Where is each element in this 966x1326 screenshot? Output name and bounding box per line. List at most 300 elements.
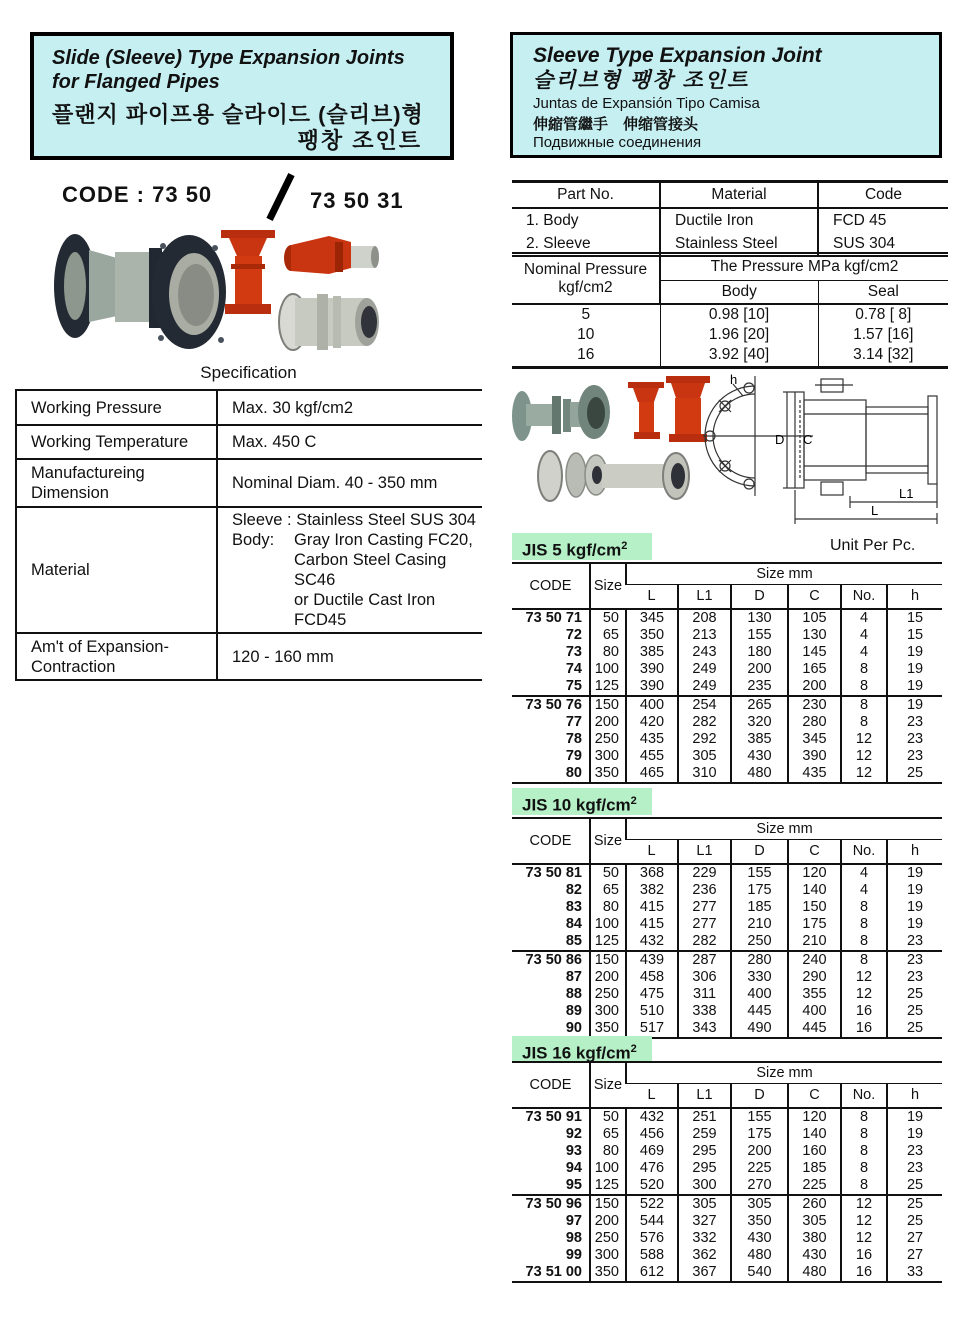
table-cell: 150 — [590, 951, 626, 969]
pressure-span-header: The Pressure MPa kgf/cm2 — [660, 253, 948, 281]
table-cell: 125 — [590, 933, 626, 951]
part-material-table — [512, 180, 948, 257]
table-cell: 27 — [887, 1230, 942, 1247]
table-cell: 385 — [731, 731, 788, 748]
silver-long-joint-photo — [538, 451, 689, 501]
dim-label-l: L — [871, 503, 879, 518]
spec-label-line2: Contraction — [31, 657, 116, 676]
table-cell: 236 — [678, 882, 731, 899]
table-cell: 97 — [565, 1213, 582, 1229]
table-cell: 277 — [678, 899, 731, 916]
table-cell: 213 — [678, 627, 731, 644]
code-column-header: CODE — [512, 563, 590, 609]
table-cell: 150 — [590, 1195, 626, 1213]
table-cell: 19 — [887, 661, 942, 678]
table-cell: 145 — [788, 644, 841, 661]
bolt-hole — [744, 383, 754, 393]
col-header-D: D — [731, 1084, 788, 1109]
code-column-header: CODE — [512, 1062, 590, 1108]
spec-row-material — [16, 507, 482, 633]
table-cell: 420 — [626, 714, 678, 731]
table-cell: 540 — [731, 1264, 788, 1282]
table-row — [512, 933, 942, 951]
table-cell: 12 — [841, 1213, 887, 1230]
superscript-2: 2 — [630, 795, 637, 807]
dim-label-c: C — [803, 432, 813, 447]
table-cell: 475 — [626, 986, 678, 1003]
large-joint-photo — [54, 234, 226, 349]
table-cell: 250 — [731, 933, 788, 951]
table-cell: 290 — [788, 969, 841, 986]
table-cell: 16 — [512, 345, 660, 368]
table-cell: 80 — [590, 644, 626, 661]
col-header-D: D — [731, 585, 788, 610]
table-cell: 4 — [841, 627, 887, 644]
table-cell: 65 — [590, 882, 626, 899]
table-cell: 277 — [678, 916, 731, 933]
table-cell: 23 — [887, 714, 942, 731]
table-cell: 23 — [887, 1143, 942, 1160]
table-cell: 73 50 91 — [525, 1109, 582, 1125]
table-cell: 19 — [887, 916, 942, 933]
table-cell: 80 — [590, 1143, 626, 1160]
table-row — [512, 1177, 942, 1195]
table-cell: 95 — [565, 1177, 582, 1193]
table-cell: 19 — [887, 1108, 942, 1126]
table-cell: 311 — [678, 986, 731, 1003]
table-row — [512, 1108, 942, 1126]
table-cell: 249 — [678, 661, 731, 678]
table-cell: 155 — [731, 1108, 788, 1126]
col-header-C: C — [788, 1084, 841, 1109]
table-cell: 292 — [678, 731, 731, 748]
code-column-header: CODE — [512, 818, 590, 864]
spec-label-line2: Dimension — [31, 484, 109, 502]
table-cell: 25 — [887, 986, 942, 1003]
nominal-pressure-label-line1: Nominal Pressure — [523, 260, 648, 278]
table-cell: 19 — [887, 899, 942, 916]
table-cell: 80 — [512, 765, 590, 783]
table-cell: 8 — [841, 1126, 887, 1143]
col-header-D: D — [731, 840, 788, 865]
table-cell: 280 — [788, 714, 841, 731]
table-cell: 254 — [678, 696, 731, 714]
table-cell: 362 — [678, 1247, 731, 1264]
table-cell: 175 — [788, 916, 841, 933]
table-cell: 120 — [788, 864, 841, 882]
table-cell: 8 — [841, 1160, 887, 1177]
table-cell: 588 — [626, 1247, 678, 1264]
table-cell: 25 — [887, 765, 942, 783]
table-cell: 430 — [788, 1247, 841, 1264]
table-cell: 282 — [678, 933, 731, 951]
material-header: Material — [660, 182, 818, 209]
table-cell: 350 — [590, 1020, 626, 1038]
table-row — [512, 345, 948, 368]
sleeve-pipe — [866, 407, 928, 473]
table-cell: 12 — [841, 1195, 887, 1213]
red-horizontal-joint-photo — [284, 236, 379, 274]
table-cell: 210 — [788, 933, 841, 951]
table-row — [512, 882, 942, 899]
table-cell: 282 — [678, 714, 731, 731]
table-cell: 445 — [788, 1020, 841, 1038]
table-row — [512, 609, 942, 627]
table-cell: 73 50 96 — [512, 1195, 590, 1213]
seal-header: Seal — [818, 281, 948, 305]
table-cell: 200 — [590, 714, 626, 731]
table-cell: 2. Sleeve — [512, 232, 660, 256]
table-cell: 125 — [590, 678, 626, 696]
table-cell: 280 — [731, 951, 788, 969]
spec-row-manufacturing-dimension — [16, 459, 482, 507]
jis16-table — [512, 1061, 942, 1283]
table-cell: 390 — [788, 748, 841, 765]
table-cell: 330 — [731, 969, 788, 986]
table-cell: 469 — [626, 1143, 678, 1160]
jis5-label: JIS 5 kgf/$cm^2$ — [512, 533, 652, 560]
table-cell: 229 — [678, 864, 731, 882]
table-cell: 4 — [841, 882, 887, 899]
table-cell: 200 — [731, 661, 788, 678]
table-cell: 382 — [626, 882, 678, 899]
table-cell: 99 — [565, 1247, 582, 1263]
table-cell: 310 — [678, 765, 731, 783]
col-header-C: C — [788, 585, 841, 610]
table-cell: 345 — [788, 731, 841, 748]
nominal-pressure-label-line2: kgf/cm2 — [558, 278, 613, 296]
table-cell: 3.92 [40] — [660, 345, 818, 368]
table-cell: 130 — [788, 627, 841, 644]
table-cell: 287 — [678, 951, 731, 969]
table-cell: 8 — [841, 678, 887, 696]
table-cell: 25 — [887, 1213, 942, 1230]
table-cell: 23 — [887, 933, 942, 951]
table-cell: 33 — [887, 1264, 942, 1282]
table-cell: 4 — [841, 644, 887, 661]
table-cell: 576 — [626, 1230, 678, 1247]
table-cell: 185 — [731, 899, 788, 916]
part-header: Part No. — [512, 182, 660, 209]
table-cell: 19 — [887, 1126, 942, 1143]
table-cell: 90 — [512, 1020, 590, 1038]
table-cell: 65 — [590, 1126, 626, 1143]
table-cell: 300 — [590, 1003, 626, 1020]
spec-value: Max. 30 kgf/cm2 — [217, 390, 482, 425]
code-header: Code — [818, 182, 948, 209]
table-cell: 93 — [565, 1143, 582, 1159]
table-cell: 338 — [678, 1003, 731, 1020]
dim-label-l1: L1 — [899, 486, 914, 501]
col-header-No: No. — [841, 585, 887, 610]
table-cell: 235 — [731, 678, 788, 696]
code-suffix: 73 50 31 — [310, 188, 404, 213]
table-row — [512, 678, 942, 696]
superscript-2: 2 — [621, 540, 628, 552]
table-cell: 160 — [788, 1143, 841, 1160]
gland-bolt-bottom — [821, 482, 843, 495]
table-cell: 12 — [841, 765, 887, 783]
table-cell: 200 — [590, 969, 626, 986]
table-row — [512, 661, 942, 678]
table-cell: 27 — [887, 1247, 942, 1264]
table-cell: 445 — [731, 1003, 788, 1020]
table-cell: 265 — [731, 696, 788, 714]
table-cell: 368 — [626, 864, 678, 882]
table-cell: 94 — [565, 1160, 582, 1176]
table-cell: 16 — [841, 1003, 887, 1020]
table-cell: 432 — [626, 1108, 678, 1126]
right-title-box — [510, 32, 942, 158]
table-cell: 50 — [590, 864, 626, 882]
table-cell: 490 — [731, 1020, 788, 1038]
table-cell: 260 — [788, 1195, 841, 1213]
jis5-table — [512, 562, 942, 784]
dim-label-h: h — [730, 374, 738, 387]
left-title-box — [30, 32, 454, 160]
right-flange — [928, 396, 937, 484]
spec-row-expansion — [16, 633, 482, 680]
table-cell: 8 — [841, 933, 887, 951]
table-row — [512, 748, 942, 765]
table-cell: 305 — [731, 1195, 788, 1213]
spec-label: Working Temperature — [16, 425, 217, 459]
table-cell: 250 — [590, 1230, 626, 1247]
code-prefix: CODE : 73 50 — [62, 182, 213, 207]
table-cell: 332 — [678, 1230, 731, 1247]
table-cell: 1.57 [16] — [818, 325, 948, 345]
col-header-h: h — [887, 585, 942, 610]
table-cell: 520 — [626, 1177, 678, 1195]
table-cell: 19 — [887, 644, 942, 661]
material-body-line: or Ductile Cast Iron FCD45 — [294, 591, 436, 629]
table-cell: 80 — [590, 899, 626, 916]
red-vertical-joint-photo — [221, 230, 275, 314]
col-header-L1: L1 — [678, 585, 731, 610]
table-cell: 355 — [788, 986, 841, 1003]
table-cell: 400 — [788, 1003, 841, 1020]
table-cell: 612 — [626, 1264, 678, 1282]
table-cell: 65 — [590, 627, 626, 644]
product-photos-left — [45, 224, 457, 366]
table-cell: 82 — [565, 882, 582, 898]
right-title-chinese: 伸縮管繼手 伸缩管接头 — [533, 116, 699, 133]
table-cell: 100 — [590, 1160, 626, 1177]
table-cell: 476 — [626, 1160, 678, 1177]
table-cell: 295 — [678, 1143, 731, 1160]
material-body-line: Gray Iron Casting FC20, — [294, 531, 473, 549]
table-cell: 517 — [626, 1020, 678, 1038]
material-sleeve-line: Sleeve : Stainless Steel SUS 304 — [232, 511, 476, 529]
table-cell: 250 — [590, 731, 626, 748]
table-cell: 458 — [626, 969, 678, 986]
table-cell: 16 — [841, 1247, 887, 1264]
table-cell: 50 — [590, 609, 626, 627]
table-cell: 23 — [887, 1160, 942, 1177]
table-cell: 210 — [731, 916, 788, 933]
table-cell: 73 — [565, 644, 582, 660]
table-cell: 400 — [731, 986, 788, 1003]
spec-value: 120 - 160 mm — [217, 633, 482, 680]
table-row — [512, 765, 942, 783]
table-cell: 23 — [887, 748, 942, 765]
table-cell: 100 — [590, 916, 626, 933]
table-cell: 465 — [626, 765, 678, 783]
table-row — [512, 1230, 942, 1247]
table-cell: 390 — [626, 661, 678, 678]
table-cell: 295 — [678, 1160, 731, 1177]
table-cell: 306 — [678, 969, 731, 986]
table-row — [512, 644, 942, 661]
table-cell: 300 — [678, 1177, 731, 1195]
body-outline — [804, 400, 866, 480]
table-cell: 0.98 [10] — [660, 304, 818, 325]
table-cell: 165 — [788, 661, 841, 678]
table-cell: 16 — [841, 1264, 887, 1282]
spec-label-line1: Manufactureing — [31, 464, 145, 482]
jis10-table — [512, 817, 942, 1039]
superscript-2: 2 — [630, 1043, 637, 1055]
col-header-C: C — [788, 840, 841, 865]
col-header-L: L — [626, 585, 678, 610]
table-cell: 89 — [565, 1003, 582, 1019]
table-cell: 88 — [565, 986, 582, 1002]
table-cell: 23 — [887, 969, 942, 986]
table-cell: 25 — [887, 1020, 942, 1038]
table-cell: 50 — [590, 1108, 626, 1126]
table-row — [512, 864, 942, 882]
table-cell: 8 — [841, 1108, 887, 1126]
table-cell: 73 50 81 — [525, 865, 582, 881]
table-cell: 185 — [788, 1160, 841, 1177]
table-cell: 83 — [565, 899, 582, 915]
table-cell: 305 — [678, 748, 731, 765]
table-cell: 385 — [626, 644, 678, 661]
left-title-korean-line1: 플랜지 파이프용 슬라이드 (슬리브)형 — [52, 102, 424, 127]
table-row — [512, 1143, 942, 1160]
table-cell: 400 — [626, 696, 678, 714]
table-row — [512, 1195, 942, 1213]
table-cell: 8 — [841, 916, 887, 933]
table-cell: 15 — [887, 627, 942, 644]
table-cell: 259 — [678, 1126, 731, 1143]
table-cell: 73 51 00 — [512, 1264, 590, 1282]
table-row — [512, 969, 942, 986]
table-cell: 4 — [841, 609, 887, 627]
table-row — [512, 899, 942, 916]
table-cell: 200 — [731, 1143, 788, 1160]
table-cell: 140 — [788, 882, 841, 899]
table-cell: 432 — [626, 933, 678, 951]
size-mm-header: Size mm — [626, 1062, 942, 1084]
table-cell: 85 — [565, 933, 582, 949]
spec-title: Specification — [200, 363, 297, 382]
table-cell: 510 — [626, 1003, 678, 1020]
table-cell: 435 — [788, 765, 841, 783]
table-cell: 10 — [577, 326, 595, 343]
table-cell: 75 — [565, 678, 582, 694]
table-cell: 430 — [731, 1230, 788, 1247]
table-cell: 8 — [841, 899, 887, 916]
table-row — [512, 1247, 942, 1264]
table-cell: 415 — [626, 899, 678, 916]
jis10-label: JIS 10 kgf/$cm^2$ — [512, 788, 652, 815]
product-code-line — [62, 172, 422, 224]
table-cell: 23 — [887, 951, 942, 969]
table-cell: 251 — [678, 1108, 731, 1126]
table-cell: 1. Body — [526, 211, 579, 229]
table-cell: 12 — [841, 969, 887, 986]
table-cell: 1.96 [20] — [660, 325, 818, 345]
table-cell: Ductile Iron — [660, 208, 818, 232]
table-cell: 243 — [678, 644, 731, 661]
table-cell: 480 — [788, 1264, 841, 1282]
table-cell: 84 — [565, 916, 582, 932]
table-cell: 155 — [731, 627, 788, 644]
size-mm-header: Size mm — [626, 818, 942, 840]
table-cell: 100 — [590, 661, 626, 678]
table-cell: 77 — [565, 714, 582, 730]
size-mm-header: Size mm — [626, 563, 942, 585]
table-row — [512, 916, 942, 933]
table-cell: 125 — [590, 1177, 626, 1195]
left-title-en-line1: Slide (Sleeve) Type Expansion Joints — [52, 47, 405, 69]
table-row — [512, 731, 942, 748]
dim-label-d: D — [775, 432, 785, 447]
table-cell: 19 — [887, 678, 942, 696]
right-title-korean: 슬리브형 팽창 조인트 — [533, 69, 750, 92]
table-cell: 480 — [731, 765, 788, 783]
table-row — [512, 696, 942, 714]
left-title-en-line2: for Flanged Pipes — [52, 71, 220, 93]
table-cell: 130 — [731, 609, 788, 627]
table-row — [512, 208, 948, 232]
table-cell: 92 — [565, 1126, 582, 1142]
table-cell: 200 — [788, 678, 841, 696]
technical-drawing — [703, 374, 957, 526]
table-cell: 350 — [590, 1264, 626, 1282]
table-cell: 350 — [626, 627, 678, 644]
table-cell: 155 — [731, 864, 788, 882]
table-cell: 180 — [731, 644, 788, 661]
red-joint-small-photo — [628, 382, 664, 439]
table-cell: 250 — [590, 986, 626, 1003]
spec-row-working-temperature — [16, 425, 482, 459]
table-cell: 430 — [731, 748, 788, 765]
table-row — [512, 304, 948, 325]
jis16-label: JIS 16 kgf/$cm^2$ — [512, 1036, 652, 1063]
table-cell: 150 — [788, 899, 841, 916]
table-cell: 12 — [841, 986, 887, 1003]
table-cell: 390 — [626, 678, 678, 696]
table-cell: 415 — [626, 916, 678, 933]
table-cell: 105 — [788, 609, 841, 627]
material-body-line: Carbon Steel Casing SC46 — [294, 551, 447, 589]
table-cell: 73 50 71 — [525, 610, 582, 626]
table-cell: 270 — [731, 1177, 788, 1195]
table-cell: SUS 304 — [818, 232, 948, 256]
col-header-L1: L1 — [678, 1084, 731, 1109]
table-cell: 25 — [887, 1177, 942, 1195]
table-cell: 230 — [788, 696, 841, 714]
table-cell: 140 — [788, 1126, 841, 1143]
table-cell: 12 — [841, 1230, 887, 1247]
table-cell: 544 — [626, 1213, 678, 1230]
table-row — [512, 951, 942, 969]
table-cell: 456 — [626, 1126, 678, 1143]
table-cell: 120 — [788, 1108, 841, 1126]
col-header-L: L — [626, 1084, 678, 1109]
